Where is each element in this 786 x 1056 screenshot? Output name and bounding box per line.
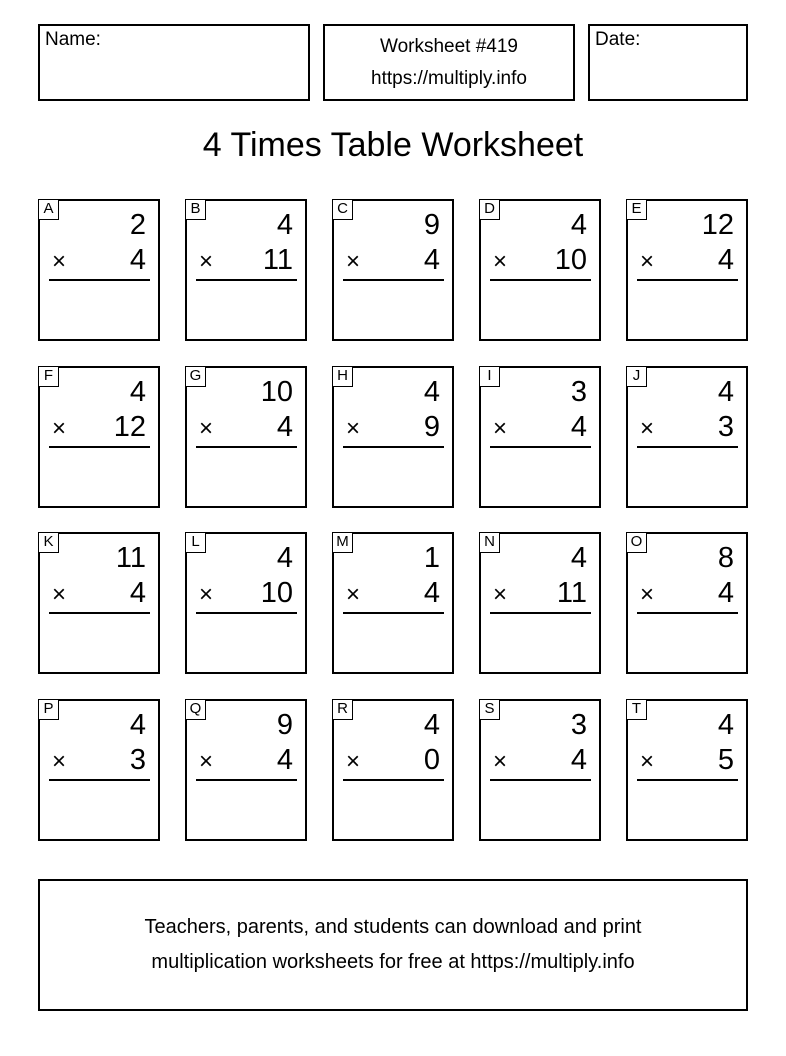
problem-label: Q xyxy=(185,699,206,720)
problem-label: L xyxy=(185,532,206,553)
multiplicand: 4 xyxy=(717,376,734,408)
answer-line xyxy=(637,612,738,614)
multiplier: 3 xyxy=(129,744,146,776)
problem-label: R xyxy=(332,699,353,720)
multiplicand: 12 xyxy=(701,209,734,241)
problem-card[interactable] xyxy=(479,699,601,841)
multiplicand: 4 xyxy=(570,209,587,241)
multiplier: 3 xyxy=(717,411,734,443)
problem-card[interactable] xyxy=(38,366,160,508)
answer-line xyxy=(343,779,444,781)
multiplicand: 4 xyxy=(570,542,587,574)
multiplier: 11 xyxy=(556,577,587,609)
multiplicand: 4 xyxy=(276,542,293,574)
multiplier: 4 xyxy=(717,577,734,609)
worksheet-number: Worksheet #419 xyxy=(379,36,518,57)
problem-card[interactable] xyxy=(626,699,748,841)
problem-label: C xyxy=(332,199,353,220)
answer-line xyxy=(490,279,591,281)
times-icon: × xyxy=(493,581,508,608)
multiplier: 4 xyxy=(276,744,293,776)
answer-line xyxy=(343,612,444,614)
problem-label: N xyxy=(479,532,500,553)
multiplicand: 4 xyxy=(129,376,146,408)
problem-card[interactable] xyxy=(332,366,454,508)
problem-label: M xyxy=(332,532,353,553)
multiplier: 5 xyxy=(717,744,734,776)
multiplicand: 4 xyxy=(717,709,734,741)
times-icon: × xyxy=(52,748,67,775)
multiplicand: 2 xyxy=(129,209,146,241)
multiplier: 4 xyxy=(276,411,293,443)
multiplier: 4 xyxy=(129,577,146,609)
multiplicand: 4 xyxy=(276,209,293,241)
times-icon: × xyxy=(346,581,361,608)
multiplicand: 10 xyxy=(260,376,293,408)
multiplicand: 8 xyxy=(717,542,734,574)
problem-card[interactable] xyxy=(626,199,748,341)
answer-line xyxy=(490,446,591,448)
multiplier: 4 xyxy=(570,411,587,443)
answer-line xyxy=(49,446,150,448)
answer-line xyxy=(490,779,591,781)
times-icon: × xyxy=(493,415,508,442)
footer-line-1: Teachers, parents, and students can download and print xyxy=(144,916,642,938)
problem-label: B xyxy=(185,199,206,220)
times-icon: × xyxy=(199,248,214,275)
problem-label: S xyxy=(479,699,500,720)
name-label: Name: xyxy=(45,29,101,50)
footer-box xyxy=(38,879,748,1011)
problem-label: H xyxy=(332,366,353,387)
multiplicand: 4 xyxy=(129,709,146,741)
problem-label: G xyxy=(185,366,206,387)
answer-line xyxy=(49,279,150,281)
times-icon: × xyxy=(199,581,214,608)
answer-line xyxy=(637,446,738,448)
times-icon: × xyxy=(199,748,214,775)
times-icon: × xyxy=(640,748,655,775)
answer-line xyxy=(343,446,444,448)
times-icon: × xyxy=(199,415,214,442)
times-icon: × xyxy=(493,248,508,275)
problem-label: F xyxy=(38,366,59,387)
problem-card[interactable] xyxy=(626,532,748,674)
problem-card[interactable] xyxy=(479,199,601,341)
problem-card[interactable] xyxy=(479,532,601,674)
multiplier: 12 xyxy=(113,411,146,443)
footer-line-2: multiplication worksheets for free at https://multiply.info xyxy=(151,951,635,973)
multiplicand: 3 xyxy=(570,709,587,741)
multiplicand: 1 xyxy=(423,542,440,574)
problem-label: D xyxy=(479,199,500,220)
problem-card[interactable] xyxy=(332,532,454,674)
problem-card[interactable] xyxy=(479,366,601,508)
problem-card[interactable] xyxy=(185,532,307,674)
times-icon: × xyxy=(346,248,361,275)
problem-card[interactable] xyxy=(38,532,160,674)
times-icon: × xyxy=(346,415,361,442)
worksheet-info-box xyxy=(323,24,575,101)
multiplicand: 4 xyxy=(423,709,440,741)
multiplier: 0 xyxy=(423,744,440,776)
problem-label: O xyxy=(626,532,647,553)
problem-label: J xyxy=(626,366,647,387)
multiplier: 4 xyxy=(717,244,734,276)
multiplier: 4 xyxy=(570,744,587,776)
multiplier: 4 xyxy=(129,244,146,276)
answer-line xyxy=(196,279,297,281)
problem-card[interactable] xyxy=(38,199,160,341)
times-icon: × xyxy=(52,248,67,275)
multiplier: 10 xyxy=(554,244,587,276)
problem-card[interactable] xyxy=(332,199,454,341)
problem-card[interactable] xyxy=(185,699,307,841)
site-url[interactable]: https://multiply.info xyxy=(371,68,527,89)
times-icon: × xyxy=(640,248,655,275)
multiplier: 10 xyxy=(260,577,293,609)
answer-line xyxy=(196,779,297,781)
answer-line xyxy=(490,612,591,614)
multiplicand: 4 xyxy=(423,376,440,408)
problem-card[interactable] xyxy=(38,699,160,841)
problem-label: K xyxy=(38,532,59,553)
answer-line xyxy=(343,279,444,281)
times-icon: × xyxy=(640,415,655,442)
problem-card[interactable] xyxy=(185,366,307,508)
multiplier: 4 xyxy=(423,577,440,609)
problem-label: T xyxy=(626,699,647,720)
answer-line xyxy=(196,612,297,614)
problem-label: A xyxy=(38,199,59,220)
times-icon: × xyxy=(640,581,655,608)
multiplicand: 3 xyxy=(570,376,587,408)
multiplicand: 9 xyxy=(423,209,440,241)
answer-line xyxy=(49,779,150,781)
multiplicand: 11 xyxy=(115,542,146,574)
date-box[interactable] xyxy=(588,24,748,101)
problem-label: I xyxy=(479,366,500,387)
problem-label: P xyxy=(38,699,59,720)
problem-card[interactable] xyxy=(626,366,748,508)
multiplier: 11 xyxy=(262,244,293,276)
answer-line xyxy=(637,779,738,781)
times-icon: × xyxy=(346,748,361,775)
multiplicand: 9 xyxy=(276,709,293,741)
name-box[interactable] xyxy=(38,24,310,101)
multiplier: 9 xyxy=(423,411,440,443)
page-title: 4 Times Table Worksheet xyxy=(202,126,584,164)
times-icon: × xyxy=(493,748,508,775)
answer-line xyxy=(49,612,150,614)
answer-line xyxy=(196,446,297,448)
times-icon: × xyxy=(52,415,67,442)
date-label: Date: xyxy=(595,29,641,50)
problem-card[interactable] xyxy=(185,199,307,341)
multiplier: 4 xyxy=(423,244,440,276)
answer-line xyxy=(637,279,738,281)
problem-label: E xyxy=(626,199,647,220)
times-icon: × xyxy=(52,581,67,608)
problem-card[interactable] xyxy=(332,699,454,841)
